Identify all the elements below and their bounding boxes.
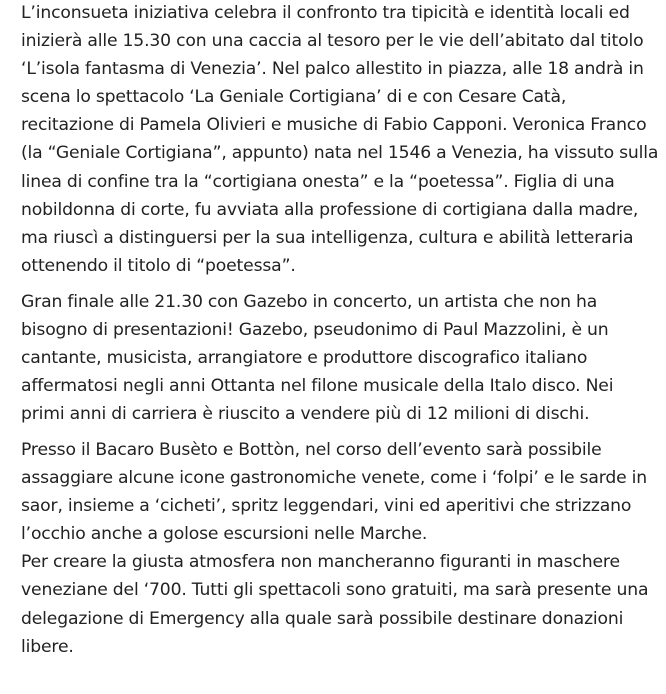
text-line: nobildonna di corte, fu avviata alla professione di cortigiana dalla madre, (21, 199, 639, 220)
text-line: veneziane del ‘700. Tutti gli spettacoli sono gratuiti, ma sarà presente una (21, 580, 649, 601)
text-line: inizierà alle 15.30 con una caccia al tesoro per le vie dell’abitato dal titolo (21, 31, 644, 52)
text-line: linea di confine tra la “cortigiana onesta” e la “poetessa”. Figlia di una (21, 171, 615, 192)
paragraph-gazebo-concert (21, 288, 613, 428)
text-line: l’occhio anche a golose escursioni nelle Marche. (21, 524, 428, 545)
text-line: saor, insieme a ‘cicheti’, spritz leggendari, vini ed aperitivi che strizzano (21, 496, 632, 517)
text-line: bisogno di presentazioni! Gazebo, pseudonimo di Paul Mazzolini, è un (21, 320, 609, 341)
text-line: delegazione di Emergency alla quale sarà possibile destinare donazioni (21, 608, 624, 629)
paragraph-event-program (21, 0, 658, 280)
paragraph-food-and-info (21, 436, 648, 661)
text-line: recitazione di Pamela Olivieri e musiche di Fabio Capponi. Veronica Franco (21, 115, 647, 136)
text-line: libere. (21, 636, 74, 657)
text-line: ma riuscì a distinguersi per la sua intelligenza, cultura e abilità letteraria (21, 227, 634, 248)
text-line: L’inconsueta iniziativa celebra il confronto tra tipicità e identità locali ed (21, 3, 630, 23)
text-line: affermatosi negli anni Ottanta nel filone musicale della Italo disco. Nei (21, 376, 614, 397)
text-line: scena lo spettacolo ‘La Geniale Cortigiana’ di e con Cesare Catà, (21, 87, 567, 108)
text-line: Per creare la giusta atmosfera non mancheranno figuranti in maschere (21, 552, 620, 573)
text-line: ‘L’isola fantasma di Venezia’. Nel palco allestito in piazza, alle 18 andrà in (21, 59, 644, 80)
text-line: Gran finale alle 21.30 con Gazebo in concerto, un artista che non ha (21, 292, 598, 312)
text-line: cantante, musicista, arrangiatore e produttore discografico italiano (21, 348, 588, 369)
text-line: ottenendo il titolo di “poetessa”. (21, 255, 296, 276)
text-line: Presso il Bacaro Busèto e Bottòn, nel corso dell’evento sarà possibile (21, 440, 602, 460)
text-line: assaggiare alcune icone gastronomiche venete, come i ‘folpi’ e le sarde in (21, 468, 648, 489)
text-line: primi anni di carriera è riuscito a vendere più di 12 milioni di dischi. (21, 404, 590, 425)
text-line: (la “Geniale Cortigiana”, appunto) nata nel 1546 a Venezia, ha vissuto sulla (21, 143, 659, 164)
